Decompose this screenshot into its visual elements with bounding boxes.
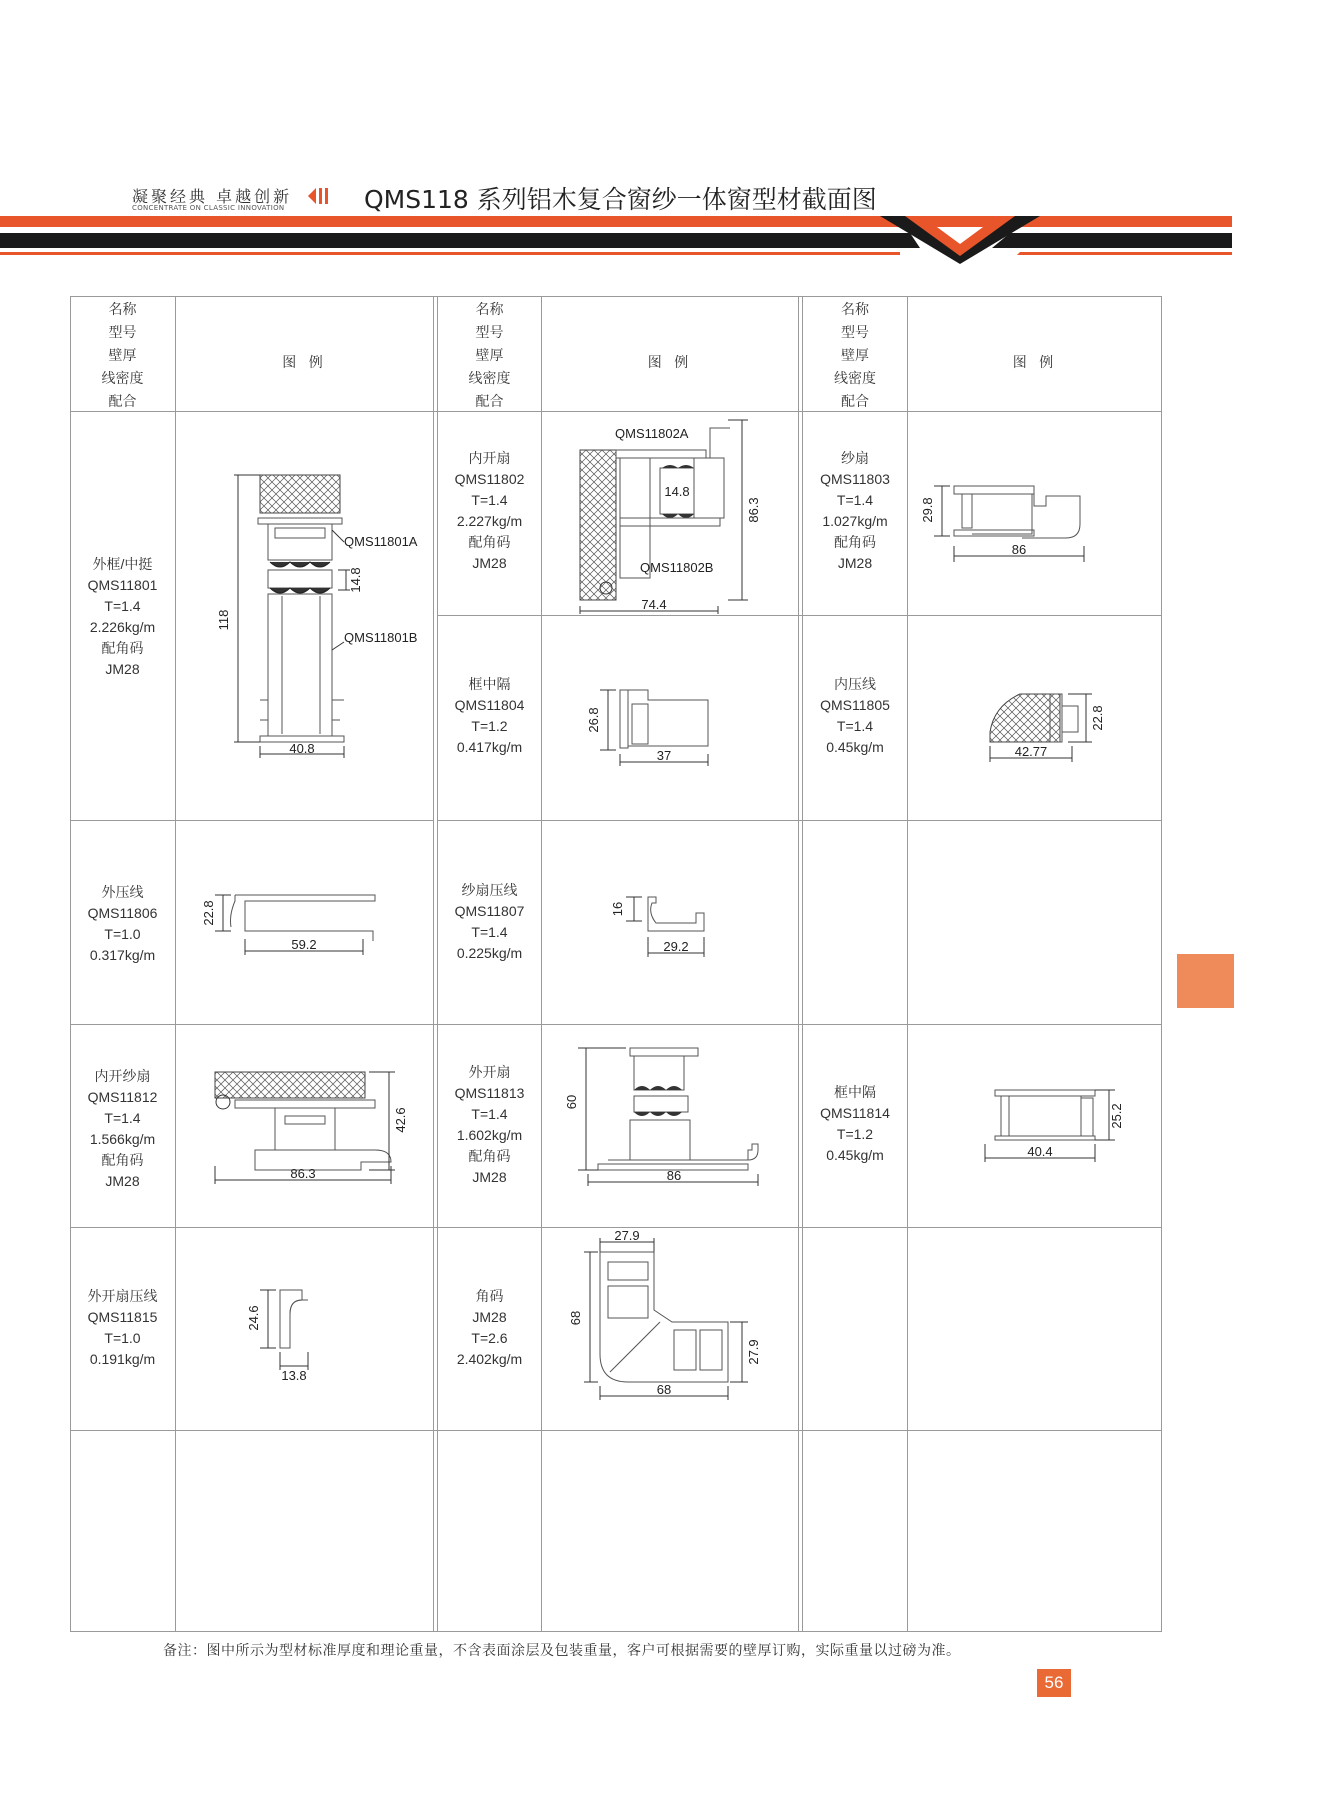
dim-width-qms11802: 74.4 (641, 597, 667, 612)
label-qms11801b: QMS11801B (344, 630, 418, 645)
slogan-en: CONCENTRATE ON CLASSIC INNOVATION (132, 204, 285, 212)
dim-height-qms11807: 16 (610, 901, 625, 917)
dim-height-qms11812: 42.6 (393, 1107, 408, 1133)
drawing-qms11803 (920, 470, 1144, 570)
drawing-qms11801 (216, 470, 440, 760)
side-tab (1177, 954, 1234, 1008)
dim-right-jm28: 27.9 (746, 1339, 761, 1365)
dim-width-qms11812: 86.3 (290, 1166, 316, 1181)
dim-bottom-jm28: 68 (656, 1382, 672, 1397)
profile-spec-qms11805: 内压线 QMS11805 T=1.4 0.45kg/m (820, 676, 890, 755)
header-legend-column-1: 图 例 (282, 355, 327, 371)
profile-spec-qms11814: 框中隔 QMS11814 T=1.2 0.45kg/m (820, 1084, 890, 1163)
page-title: QMS118 系列铝木复合窗纱一体窗型材截面图 (364, 185, 877, 214)
dim-width-qms11803: 86 (1011, 542, 1027, 557)
slogan-cn: 凝聚经典 卓越创新 (132, 187, 293, 206)
dim-width-qms11804: 37 (656, 748, 672, 763)
dim-height-qms11803: 29.8 (920, 497, 935, 523)
dim-height-qms11815: 24.6 (246, 1305, 261, 1331)
profile-spec-qms11812: 内开纱扇 QMS11812 T=1.4 1.566kg/m 配角码 JM28 (87, 1068, 158, 1189)
header-legend-column-3: 图 例 (1012, 355, 1058, 371)
header-name-column-3: 名称 型号 壁厚 线密度 配合 (834, 301, 876, 409)
dim-height-qms11801: 118 (216, 609, 231, 631)
label-qms11802b: QMS11802B (640, 560, 714, 575)
label-qms11802a: QMS11802A (615, 426, 689, 441)
profile-spec-qms11813: 外开扇 QMS11813 T=1.4 1.602kg/m 配角码 JM28 (454, 1064, 525, 1185)
drawing-qms11807 (608, 885, 718, 965)
drawing-qms11812 (205, 1060, 415, 1190)
dim-width-qms11813: 86 (666, 1168, 682, 1183)
profile-spec-qms11804: 框中隔 QMS11804 T=1.2 0.417kg/m (454, 676, 525, 755)
dim-height-qms11805: 22.8 (1090, 705, 1105, 731)
label-qms11801a: QMS11801A (344, 534, 418, 549)
footnote: 备注：图中所示为型材标准厚度和理论重量，不含表面涂层及包装重量，客户可根据需要的壁厚订购，实际重量以过磅为准。 (163, 1643, 961, 1659)
profile-spec-qms11815: 外开扇压线 QMS11815 T=1.0 0.191kg/m (87, 1288, 158, 1367)
drawing-jm28 (568, 1228, 770, 1407)
dim-width-qms11805: 42.77 (1014, 744, 1048, 759)
profile-spec-qms11801: 外框/中挺 QMS11801 T=1.4 2.226kg/m 配角码 JM28 (87, 556, 158, 677)
dim-width-qms11815: 13.8 (281, 1368, 307, 1383)
header-legend-column-2: 图 例 (647, 355, 693, 371)
dim-width-qms11814: 40.4 (1027, 1144, 1053, 1159)
profile-spec-qms11803: 纱扇 QMS11803 T=1.4 1.027kg/m 配角码 JM28 (820, 450, 890, 571)
header-name-column-1: 名称 型号 壁厚 线密度 配合 (101, 301, 144, 409)
drawing-qms11806 (201, 885, 385, 965)
dim-height-qms11804: 26.8 (586, 707, 601, 733)
drawing-qms11805 (980, 680, 1120, 770)
profile-spec-qms11807: 纱扇压线 QMS11807 T=1.4 0.225kg/m (454, 882, 525, 961)
dim-gap-qms11802: 14.8 (664, 484, 690, 499)
dim-height-qms11813: 60 (564, 1094, 579, 1110)
dim-height-qms11806: 22.8 (201, 900, 216, 926)
dim-width-qms11807: 29.2 (663, 939, 689, 954)
dim-left-jm28: 68 (568, 1310, 583, 1326)
header-stripes (0, 214, 1317, 266)
dim-height-qms11814: 25.2 (1109, 1103, 1124, 1129)
dim-height-qms11802: 86.3 (746, 497, 761, 523)
slogan-arrow-icon (306, 186, 332, 206)
profile-spec-qms11806: 外压线 QMS11806 T=1.0 0.317kg/m (87, 884, 158, 963)
page-number: 56 (1037, 1669, 1071, 1697)
dim-top-jm28: 27.9 (614, 1228, 640, 1243)
header-name-column-2: 名称 型号 壁厚 线密度 配合 (468, 301, 511, 409)
drawing-qms11814 (975, 1080, 1125, 1170)
drawing-qms11815 (246, 1280, 330, 1390)
profile-spec-qms11802: 内开扇 QMS11802 T=1.4 2.227kg/m 配角码 JM28 (454, 450, 525, 571)
drawing-qms11804 (586, 680, 730, 770)
dim-width-qms11801: 40.8 (289, 741, 315, 756)
drawing-qms11802 (570, 410, 770, 615)
dim-gap-qms11801: 14.8 (348, 567, 363, 593)
drawing-qms11813 (564, 1040, 768, 1190)
dim-width-qms11806: 59.2 (291, 937, 317, 952)
profile-spec-jm28: 角码 JM28 T=2.6 2.402kg/m (456, 1288, 523, 1367)
